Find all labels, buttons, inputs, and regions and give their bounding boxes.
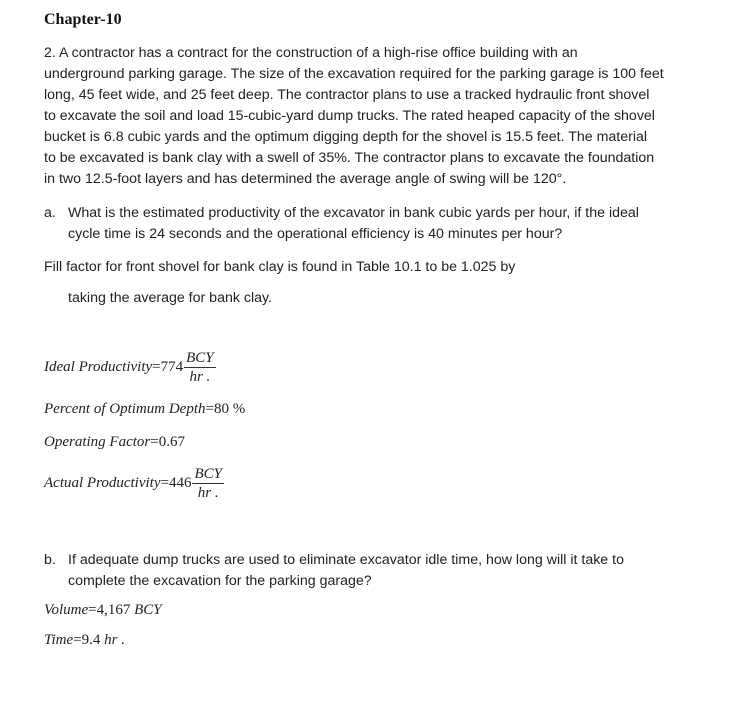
unit-fraction	[192, 466, 224, 501]
equation-value: 774	[160, 358, 184, 375]
equation-label: Volume	[44, 602, 89, 618]
time-equation	[44, 632, 125, 649]
equals-sign: =	[160, 474, 169, 491]
unit-fraction	[184, 350, 216, 385]
equals-sign: =	[73, 632, 82, 648]
equals-sign: =	[150, 434, 159, 450]
part-b-question-line: complete the excavation for the parking garage?	[68, 573, 372, 589]
problem-line: to be excavated is bank clay with a swell of 35%. The contractor plans to excavate the foundation	[44, 150, 655, 166]
part-a-question-line: cycle time is 24 seconds and the operational efficiency is 40 minutes per hour?	[68, 226, 563, 242]
equation-label: Ideal Productivity	[44, 358, 153, 375]
equals-sign: =	[88, 602, 97, 618]
problem-line: to excavate the soil and load 15-cubic-yard dump trucks. The rated heaped capacity of the shovel	[44, 108, 655, 124]
problem-line: long, 45 feet wide, and 25 feet deep. The contractor plans to use a tracked hydraulic front shovel	[44, 87, 650, 103]
fraction-numerator: BCY	[194, 466, 222, 482]
equals-sign: =	[205, 401, 214, 417]
fraction-denominator: hr .	[189, 369, 211, 385]
operating-factor-equation	[44, 434, 185, 451]
equation-label: Actual Productivity	[44, 474, 161, 491]
equation-label: Operating Factor	[44, 434, 151, 450]
chapter-title: Chapter-10	[44, 11, 122, 28]
equation-label: Time	[44, 632, 74, 648]
problem-line: underground parking garage. The size of the excavation required for the parking garage is 100 feet	[44, 66, 664, 82]
problem-statement	[44, 43, 664, 190]
actual-productivity-equation	[44, 466, 224, 501]
equation-unit: BCY	[134, 602, 162, 618]
equation-value: 80 %	[213, 401, 246, 417]
part-b-question-line: If adequate dump trucks are used to eliminate excavator idle time, how long will it take to	[68, 552, 624, 568]
part-a-question-line: What is the estimated productivity of the excavator in bank cubic yards per hour, if the ideal	[68, 205, 639, 221]
equation-value: 4,167	[96, 602, 131, 618]
equation-value: 446	[168, 474, 192, 491]
problem-line: in two 12.5-foot layers and has determined the average angle of swing will be 120°.	[44, 171, 567, 187]
fraction-denominator: hr .	[197, 485, 219, 501]
fill-factor-text: Fill factor for front shovel for bank clay is found in Table 10.1 to be 1.025 by	[44, 259, 516, 275]
part-a-marker: a.	[44, 205, 56, 221]
problem-line: bucket is 6.8 cubic yards and the optimum digging depth for the shovel is 15.5 feet. The material	[44, 129, 648, 145]
problem-line: 2. A contractor has a contract for the construction of a high-rise office building with an	[44, 45, 578, 61]
equation-unit: hr .	[104, 632, 125, 648]
ideal-productivity-equation	[44, 350, 216, 385]
equation-label: Percent of Optimum Depth	[44, 401, 206, 417]
equals-sign: =	[152, 358, 161, 375]
equation-value: 0.67	[158, 434, 185, 450]
fraction-numerator: BCY	[186, 350, 214, 366]
equation-value: 9.4	[81, 632, 101, 648]
percent-optimum-equation	[44, 401, 245, 418]
fill-factor-text: taking the average for bank clay.	[68, 290, 272, 306]
volume-equation	[44, 602, 162, 619]
part-b-marker: b.	[44, 552, 56, 568]
